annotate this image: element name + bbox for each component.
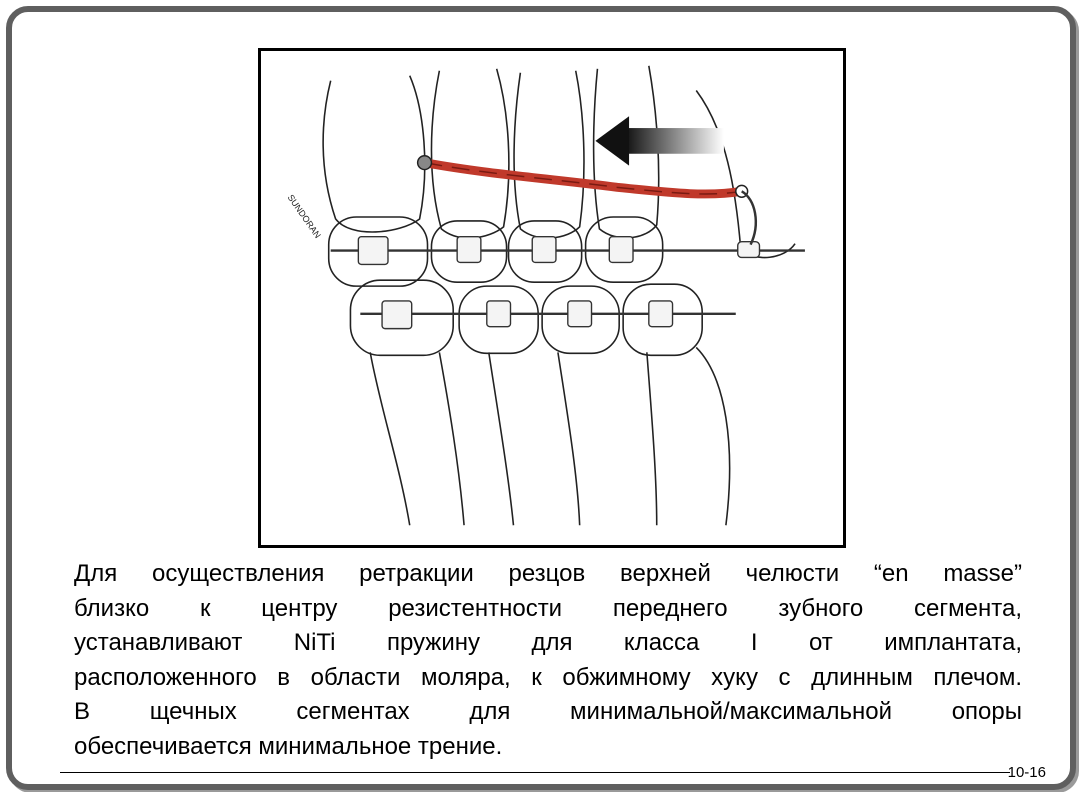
bracket	[382, 301, 412, 329]
lower-root-4	[558, 352, 580, 525]
bracket	[358, 237, 388, 265]
caption-line: Для осуществления ретракции резцов верхней челюсти “en masse”	[74, 560, 1022, 587]
orthodontic-illustration	[258, 48, 846, 548]
long-arm-hook	[742, 191, 756, 244]
lower-root-2	[439, 352, 464, 525]
implant-head	[418, 156, 432, 170]
bracket	[568, 301, 592, 327]
figure-watermark: SUNDORAN	[285, 192, 323, 240]
caption-line: расположенного в области моляра, к обжимному хуку с длинным плечом.	[74, 663, 1022, 691]
direction-arrow-icon	[595, 116, 629, 165]
slide-frame	[6, 6, 1076, 790]
upper-incisor-root	[696, 91, 795, 258]
slide-caption	[74, 557, 1022, 764]
bracket	[457, 237, 481, 263]
bracket	[532, 237, 556, 263]
teeth-braces-drawing	[261, 51, 843, 545]
lower-root-5	[647, 352, 657, 525]
bracket	[487, 301, 511, 327]
caption-line: обеспечивается минимальное трение.	[74, 732, 503, 760]
upper-premolar-root-1	[431, 69, 508, 238]
footer-divider	[60, 772, 1010, 773]
direction-arrow-tail	[625, 128, 724, 154]
bracket	[649, 301, 673, 327]
upper-molar-root	[323, 76, 425, 232]
bracket	[609, 237, 633, 263]
lower-root-3	[489, 352, 514, 525]
lower-root-1	[370, 352, 410, 525]
crimpable-hook-tube	[738, 242, 760, 258]
caption-line: устанавливают NiTi пружину для класса I от имплантата,	[74, 629, 1022, 656]
upper-premolar-root-2	[514, 71, 584, 238]
caption-line: В щечных сегментах для минимальной/максимальной опоры	[74, 698, 1022, 725]
lower-root-6	[696, 347, 729, 525]
page-number: 10-16	[1007, 764, 1046, 781]
caption-line: близко к центру резистентности переднего зубного сегмента,	[74, 594, 1022, 622]
